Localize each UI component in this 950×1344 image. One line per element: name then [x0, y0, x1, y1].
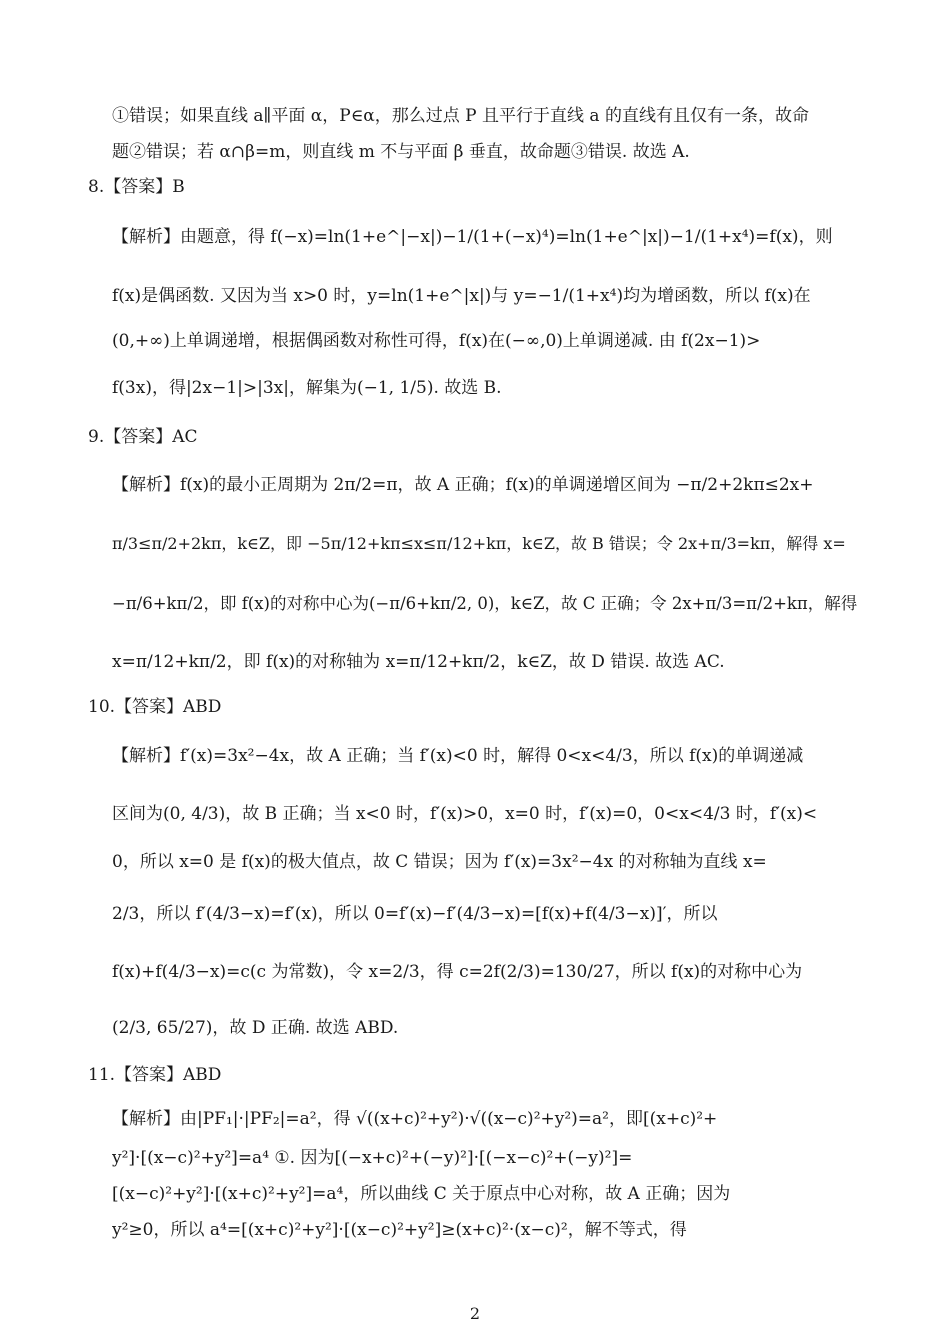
question-heading: 8.【答案】B	[88, 177, 185, 197]
text-line: 区间为(0, 4/3)，故 B 正确；当 x<0 时，f′(x)>0，x=0 时，f′(x)=0，0<x<4/3 时，f′(x)<	[112, 804, 818, 824]
text-line: 0，所以 x=0 是 f(x)的极大值点，故 C 错误；因为 f′(x)=3x²−4x 的对称轴为直线 x=	[112, 852, 767, 872]
text-line: 【解析】f(x)的最小正周期为 2π/2=π，故 A 正确；f(x)的单调递增区间为 −π/2+2kπ≤2x+	[112, 475, 814, 495]
question-heading: 10.【答案】ABD	[88, 697, 222, 717]
text-line: 题②错误；若 α∩β=m，则直线 m 不与平面 β 垂直，故命题③错误. 故选 A.	[112, 142, 690, 162]
text-line: f(x)+f(4/3−x)=c(c 为常数)，令 x=2/3，得 c=2f(2/3)=130/27，所以 f(x)的对称中心为	[112, 962, 803, 982]
text-line: x=π/12+kπ/2，即 f(x)的对称轴为 x=π/12+kπ/2，k∈Z，故 D 错误. 故选 AC.	[112, 652, 725, 672]
text-line: y²]·[(x−c)²+y²]=a⁴ ①. 因为[(−x+c)²+(−y)²]·[(−x−c)²+(−y)²]=	[112, 1148, 633, 1168]
text-line: ①错误；如果直线 a∥平面 α，P∈α，那么过点 P 且平行于直线 a 的直线有且仅有一条，故命	[112, 106, 809, 126]
text-line: 2/3，所以 f′(4/3−x)=f′(x)，所以 0=f′(x)−f′(4/3−x)=[f(x)+f(4/3−x)]′，所以	[112, 904, 718, 924]
text-line: 【解析】由|PF₁|·|PF₂|=a²，得 √((x+c)²+y²)·√((x−c)²+y²)=a²，即[(x+c)²+	[112, 1109, 718, 1129]
text-line: (2/3, 65/27)，故 D 正确. 故选 ABD.	[112, 1018, 399, 1038]
text-line: f(x)是偶函数. 又因为当 x>0 时，y=ln(1+e^|x|)与 y=−1/(1+x⁴)均为增函数，所以 f(x)在	[112, 286, 811, 306]
text-line: y²≥0，所以 a⁴=[(x+c)²+y²]·[(x−c)²+y²]≥(x+c)²·(x−c)²，解不等式，得	[112, 1220, 687, 1240]
text-line: 【解析】f′(x)=3x²−4x，故 A 正确；当 f′(x)<0 时，解得 0<x<4/3，所以 f(x)的单调递减	[112, 746, 804, 766]
text-line: f(3x)，得|2x−1|>|3x|，解集为(−1, 1/5). 故选 B.	[112, 378, 502, 398]
text-line: (0,+∞)上单调递增，根据偶函数对称性可得，f(x)在(−∞,0)上单调递减. 由 f(2x−1)>	[112, 331, 761, 351]
text-line: π/3≤π/2+2kπ，k∈Z，即 −5π/12+kπ≤x≤π/12+kπ，k∈Z，故 B 错误；令 2x+π/3=kπ，解得 x=	[112, 534, 846, 553]
text-line: 【解析】由题意，得 f(−x)=ln(1+e^|−x|)−1/(1+(−x)⁴)=ln(1+e^|x|)−1/(1+x⁴)=f(x)，则	[112, 227, 833, 247]
text-line: [(x−c)²+y²]·[(x+c)²+y²]=a⁴，所以曲线 C 关于原点中心对称，故 A 正确；因为	[112, 1184, 731, 1204]
question-heading: 9.【答案】AC	[88, 427, 198, 447]
text-line: −π/6+kπ/2，即 f(x)的对称中心为(−π/6+kπ/2, 0)，k∈Z，故 C 正确；令 2x+π/3=π/2+kπ，解得	[112, 594, 858, 613]
question-heading: 11.【答案】ABD	[88, 1065, 222, 1085]
page-number: 2	[469, 1304, 481, 1323]
